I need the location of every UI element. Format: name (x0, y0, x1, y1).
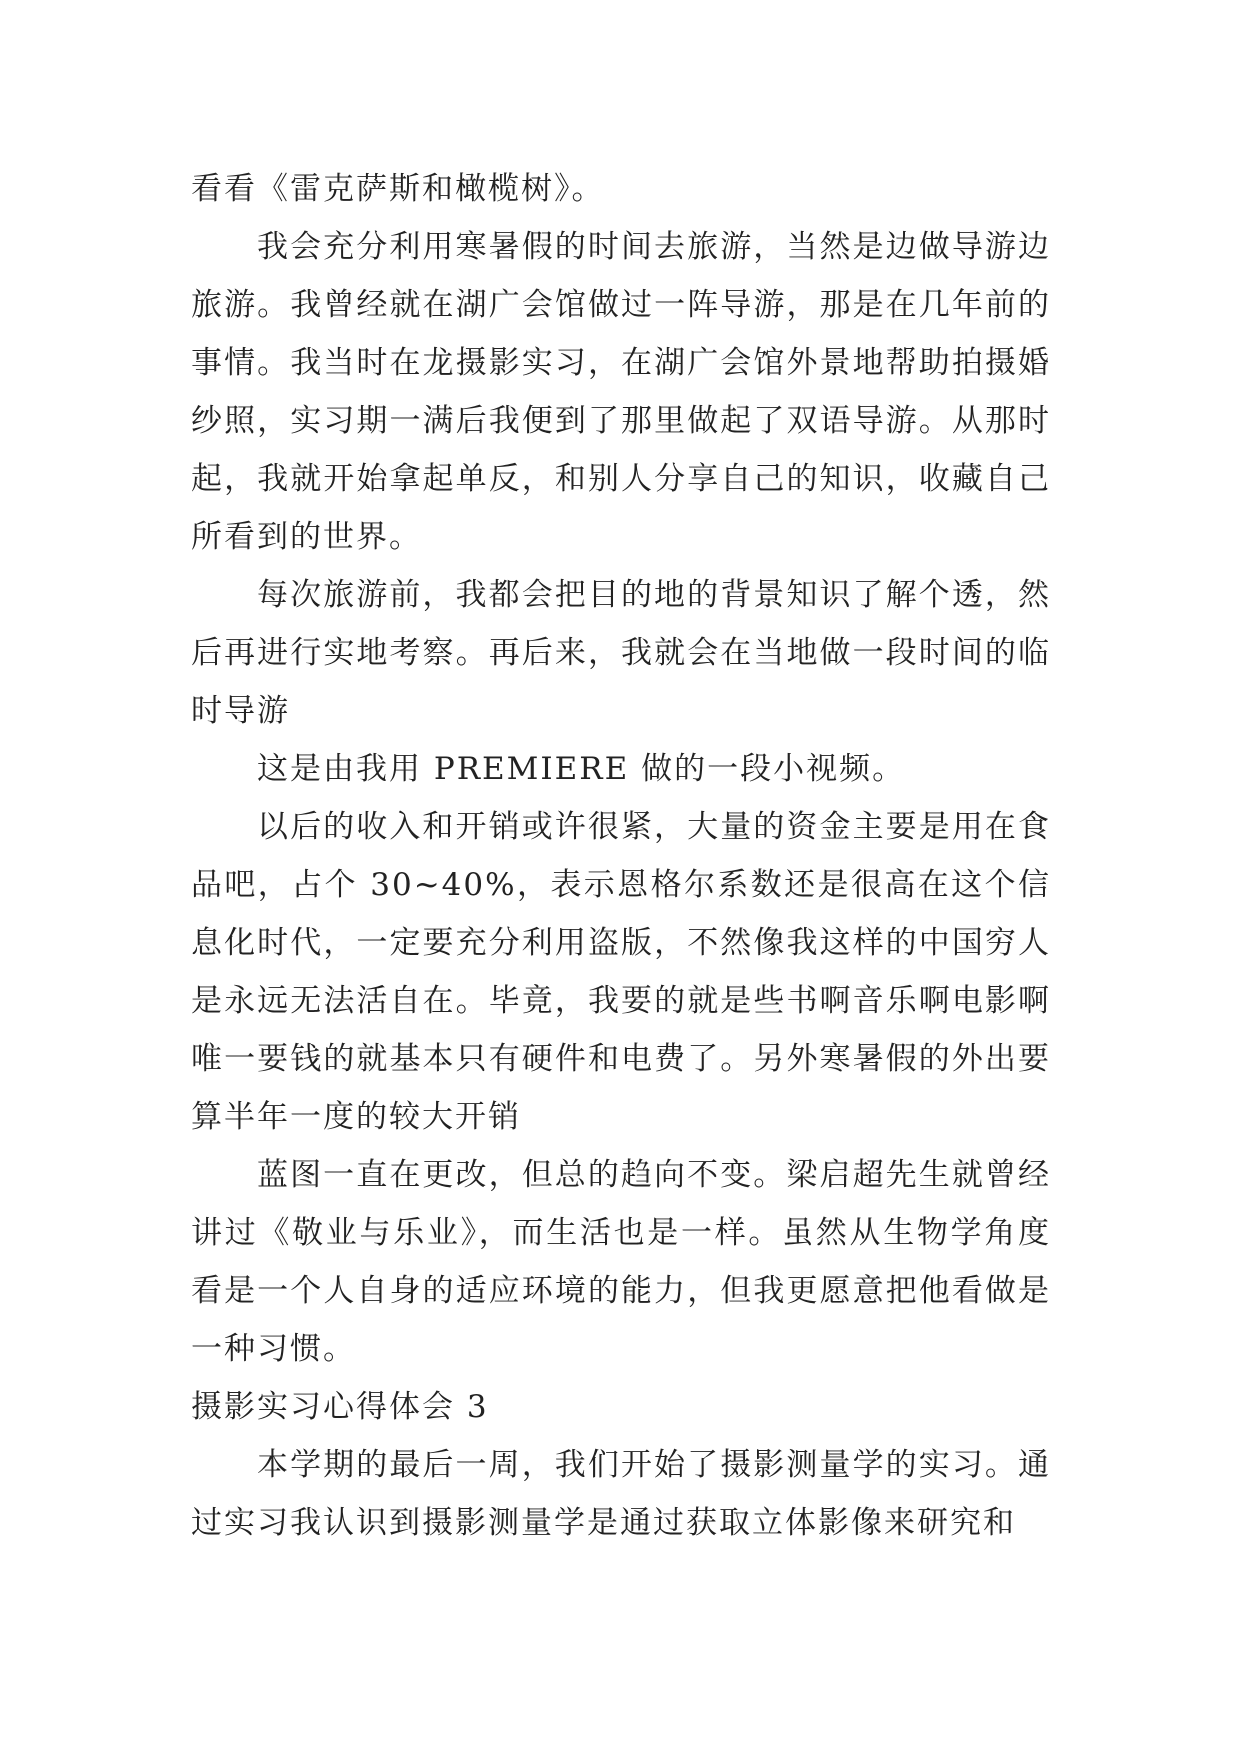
document-body (191, 160, 1051, 1552)
paragraph-intro-line: 看看《雷克萨斯和橄榄树》。 (191, 171, 605, 207)
paragraph-research: 每次旅游前，我都会把目的地的背景知识了解个透，然后再进行实地考察。再后来，我就会在当地做一段时间的临时导游 (191, 577, 1051, 729)
paragraph-travel: 我会充分利用寒暑假的时间去旅游，当然是边做导游边旅游。我曾经就在湖广会馆做过一阵导游，那是在几年前的事情。我当时在龙摄影实习，在湖广会馆外景地帮助拍摄婚纱照，实习期一满后我便到了那里做起了双语导游。从那时起，我就开始拿起单反，和别人分享自己的知识，收藏自己所看到的世界。 (191, 229, 1051, 555)
paragraph-photogrammetry: 本学期的最后一周，我们开始了摄影测量学的实习。通过实习我认识到摄影测量学是通过获取立体影像来研究和 (191, 1447, 1051, 1541)
paragraph-blueprint: 蓝图一直在更改，但总的趋向不变。梁启超先生就曾经讲过《敬业与乐业》，而生活也是一样。虽然从生物学角度看是一个人自身的适应环境的能力，但我更愿意把他看做是一种习惯。 (191, 1157, 1051, 1367)
section-heading: 摄影实习心得体会 3 (191, 1389, 489, 1425)
paragraph-video: 这是由我用 PREMIERE 做的一段小视频。 (257, 751, 906, 787)
paragraph-budget: 以后的收入和开销或许很紧，大量的资金主要是用在食品吧，占个 30~40%，表示恩格尔系数还是很高在这个信息化时代，一定要充分利用盗版，不然像我这样的中国穷人是永远无法活自在。毕竟，我要的就是些书啊音乐啊电影啊唯一要钱的就基本只有硬件和电费了。另外寒暑假的外出要算半年一度的较大开销 (191, 809, 1051, 1135)
